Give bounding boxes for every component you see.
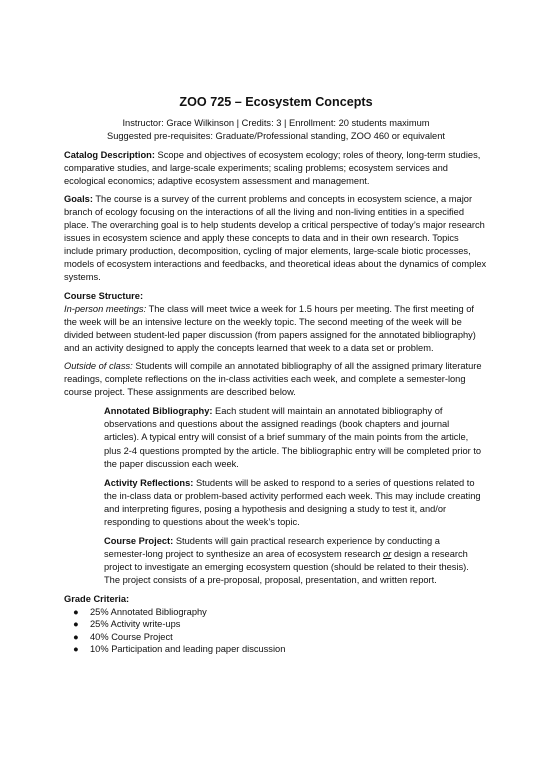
goals-label: Goals: [64,193,93,204]
bibliography-text: Each student will maintain an annotated bibliography of observations and questions about the assigned readings (book chapters and journal articles). A typical entry will consist of a brief summary of the main points from the article, plus 2-4 questions prompted by the article. The bibliographic entry will be completed prior to the paper discussion each week. [104,406,482,469]
bullet-icon: ● [73,644,79,655]
bullet-icon: ● [73,619,79,630]
activity-label: Activity Reflections: [104,477,194,488]
project-text-b: design a research project to investigate an emerging ecosystem question (should be related to their thesis). The project consists of a pre-proposal, proposal, presentation, and written report. [104,549,469,586]
list-item [64,643,488,656]
list-item [64,606,488,619]
project-label: Course Project: [104,536,174,547]
activity-text: Students will be asked to respond to a series of questions related to the in-class data or problem-based activity performed each week. This may include creating and interpreting figures, posing a hypothesis and designing a study to test it, and/or responding to questions about the week’s topic. [104,477,481,528]
activity-reflections-paragraph [104,477,482,529]
grade-item-text: 25% Activity write-ups [90,619,181,630]
goals-paragraph [64,193,488,285]
outside-text: Students will compile an annotated bibliography of all the assigned primary literature readings, complete reflections on the in-class activities each week, and complete a semester-long course project. These assignments are described below. [64,361,482,398]
catalog-label: Catalog Description: [64,149,155,160]
project-or: or [383,549,392,560]
bullet-icon: ● [73,631,79,642]
bibliography-label: Annotated Bibliography: [104,406,213,417]
page-title: ZOO 725 – Ecosystem Concepts [179,95,373,109]
list-item [64,618,488,631]
catalog-description [64,149,488,188]
inperson-text: The class will meet twice a week for 1.5 hours per meeting. The first meeting of the week will be an intensive lecture on the weekly topic. The second meeting of the week will be divided between student-led paper discussion (from papers assigned for the annotated bibliography) and an activity designed to apply the concepts learned that week to a data set or problem. [64,303,476,353]
outside-paragraph [64,360,488,399]
bullet-icon: ● [73,606,79,617]
course-meta [64,117,488,143]
grade-item-text: 25% Annotated Bibliography [90,606,207,617]
inperson-label: In-person meetings: [64,303,147,314]
goals-text: The course is a survey of the current problems and concepts in ecosystem science, a major branch of ecology focusing on the interactions of all the living and non-living entities in a specified place. The overarching goal is to help students develop a critical perspective of today’s major research issues in ecosystem science and apply these concepts to data and in their own research. Topics include primary production, decomposition, cycling of major elements, large-scale biotic processes, models of ecosystem interactions and feedbacks, and theoretical ideas about the dynamics of complex systems. [64,193,487,283]
list-item [64,631,488,644]
course-structure-heading: Course Structure: [64,290,144,301]
meta-line-prerequisites: Suggested pre-requisites: Graduate/Professional standing, ZOO 460 or equivalent [107,130,445,141]
course-project-paragraph [104,535,482,587]
catalog-text: Scope and objectives of ecosystem ecology; roles of theory, long-term studies, comparative studies, and large-scale experiments; scaling problems; ecosystem services and ecological economics; adaptive ecosystem assessment and management. [64,149,481,186]
project-text-a: Students will gain practical research experience by conducting a semester-long project to synthesize an area of ecosystem research [104,536,440,560]
grade-criteria-list [64,606,488,656]
inperson-paragraph [64,303,488,355]
outside-label: Outside of class: [64,361,133,371]
grade-item-text: 10% Participation and leading paper discussion [90,644,286,655]
annotated-bibliography-paragraph [104,405,482,470]
grade-criteria-heading: Grade Criteria: [64,593,130,604]
meta-line-instructor: Instructor: Grace Wilkinson | Credits: 3 | Enrollment: 20 students maximum [122,118,430,128]
grade-item-text: 40% Course Project [90,631,173,642]
